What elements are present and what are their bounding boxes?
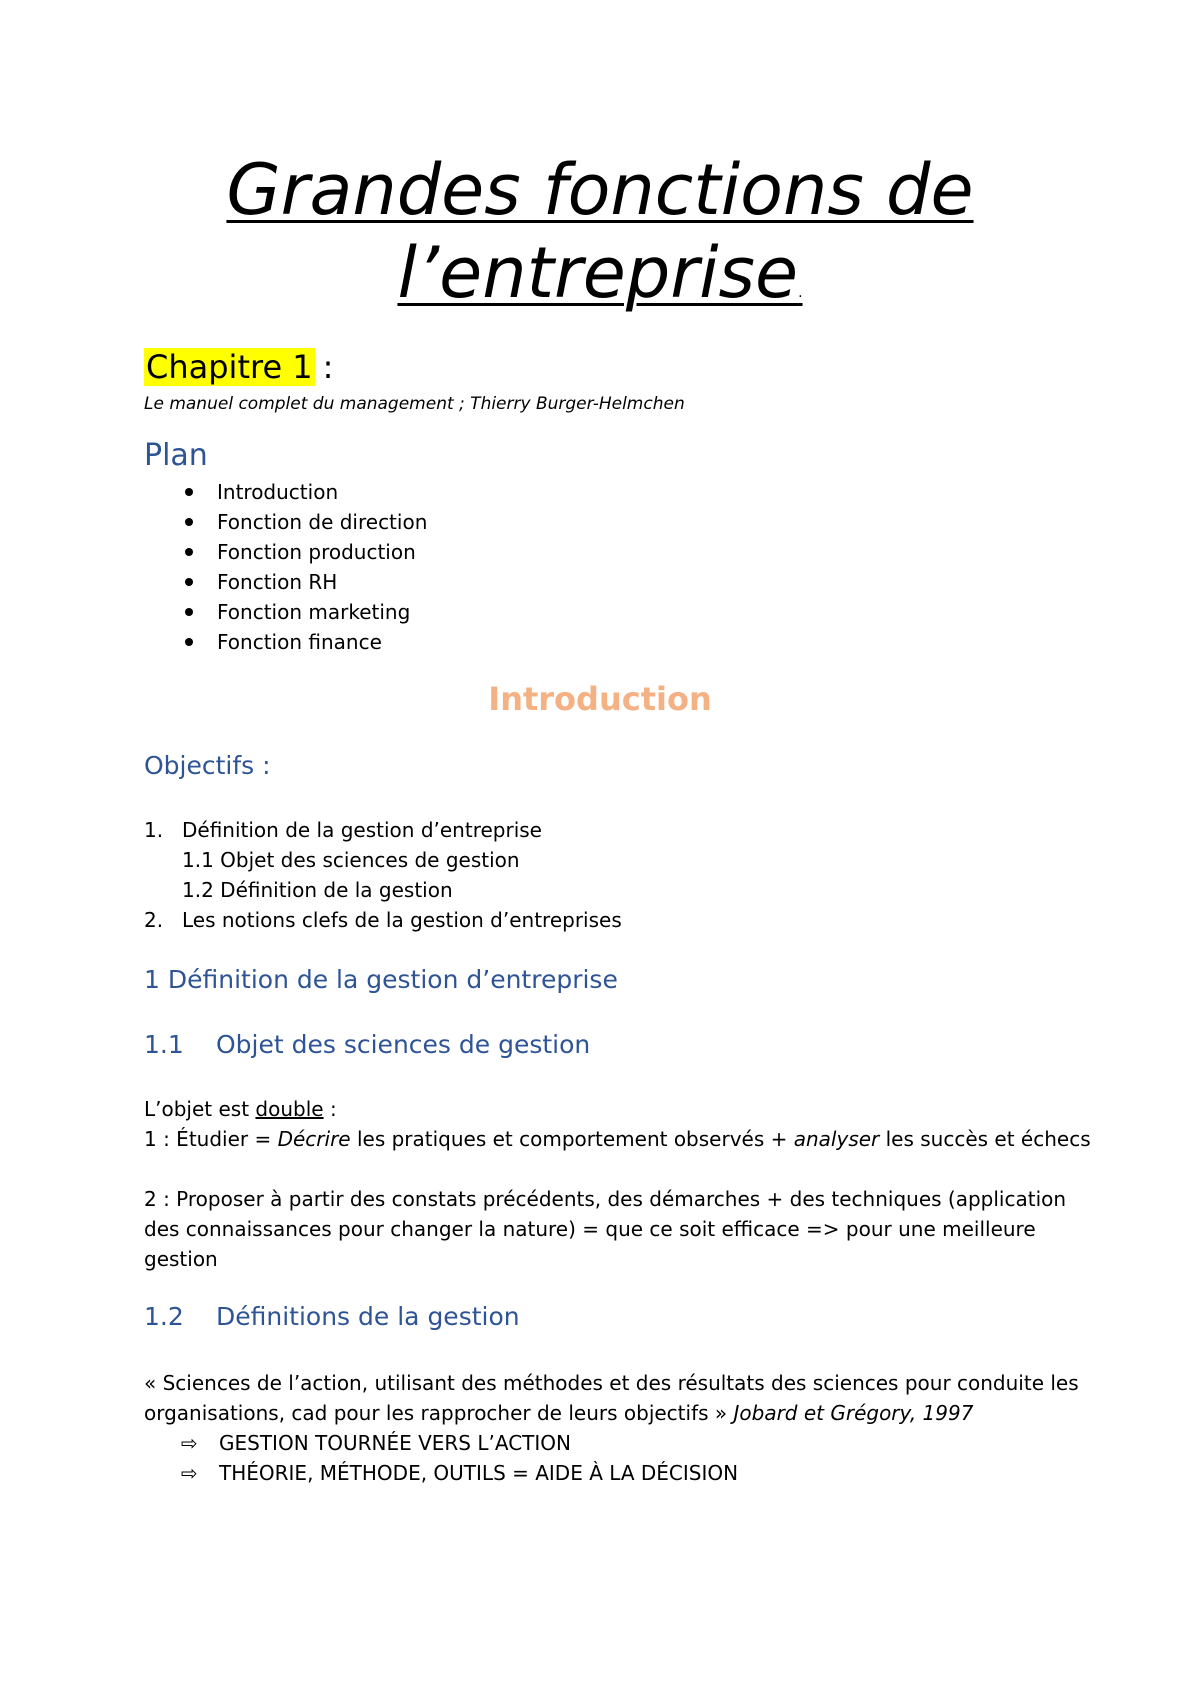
bullet-icon bbox=[185, 488, 193, 496]
list-item: Fonction finance bbox=[180, 627, 427, 657]
list-item: Fonction production bbox=[180, 537, 427, 567]
section-1-2-heading: 1.2 Définitions de la gestion bbox=[144, 1302, 520, 1331]
objectives-list bbox=[144, 815, 622, 935]
objectifs-title: Objectifs : bbox=[144, 751, 271, 780]
plan-title: Plan bbox=[144, 438, 208, 473]
paragraph-proposer-line1: 2 : Proposer à partir des constats précédents, des démarches + des techniques (application bbox=[144, 1187, 1067, 1211]
bullet-icon bbox=[185, 608, 193, 616]
quote-line2: organisations, cad pour les rapprocher de leurs objectifs » Jobard et Grégory, 1997 bbox=[144, 1401, 974, 1425]
section-1-1-heading: 1.1 Objet des sciences de gestion bbox=[144, 1030, 591, 1059]
quote-author: Jobard et Grégory, 1997 bbox=[733, 1401, 974, 1425]
introduction-title: Introduction bbox=[488, 680, 712, 718]
list-item: ⇨ GESTION TOURNÉE VERS L’ACTION bbox=[181, 1428, 738, 1458]
list-subitem: 1.1 Objet des sciences de gestion bbox=[182, 848, 520, 872]
bullet-icon bbox=[185, 518, 193, 526]
title-dot: . bbox=[798, 285, 803, 301]
list-item: 1. Définition de la gestion d’entreprise bbox=[144, 818, 542, 842]
paragraph-etudier: 1 : Étudier = Décrire les pratiques et comportement observés + analyser les succès et échecs bbox=[144, 1127, 1091, 1151]
bullet-icon bbox=[185, 638, 193, 646]
list-subitem: 1.2 Définition de la gestion bbox=[182, 878, 453, 902]
section-1-heading: 1 Définition de la gestion d’entreprise bbox=[144, 965, 618, 994]
list-item: 2. Les notions clefs de la gestion d’entreprises bbox=[144, 908, 622, 932]
list-item: Fonction RH bbox=[180, 567, 427, 597]
document-title-line2: l’entreprise. bbox=[397, 232, 803, 314]
paragraph-proposer-line2: des connaissances pour changer la nature) = que ce soit efficace => pour une meilleure bbox=[144, 1217, 1036, 1241]
list-item: Fonction de direction bbox=[180, 507, 427, 537]
list-item: Introduction bbox=[180, 477, 427, 507]
arrow-right-icon: ⇨ bbox=[181, 1461, 198, 1485]
list-item: ⇨ THÉORIE, MÉTHODE, OUTILS = AIDE À LA DÉCISION bbox=[181, 1458, 738, 1488]
document-title-line1: Grandes fonctions de bbox=[226, 149, 974, 231]
paragraph-objet: L’objet est double : bbox=[144, 1097, 337, 1121]
list-item: Fonction marketing bbox=[180, 597, 427, 627]
arrow-right-icon: ⇨ bbox=[181, 1431, 198, 1455]
plan-list bbox=[180, 477, 427, 657]
paragraph-proposer-line3: gestion bbox=[144, 1247, 218, 1271]
chapter-citation: Le manuel complet du management ; Thierry Burger-Helmchen bbox=[144, 394, 685, 414]
chapter-heading bbox=[144, 347, 333, 387]
bullet-icon bbox=[185, 578, 193, 586]
chapter-colon: : bbox=[322, 348, 334, 386]
bullet-icon bbox=[185, 548, 193, 556]
quote-line1: « Sciences de l’action, utilisant des méthodes et des résultats des sciences pour conduite les bbox=[144, 1371, 1079, 1395]
chapter-label: Chapitre 1 bbox=[146, 348, 313, 386]
conclusion-list bbox=[181, 1428, 738, 1488]
